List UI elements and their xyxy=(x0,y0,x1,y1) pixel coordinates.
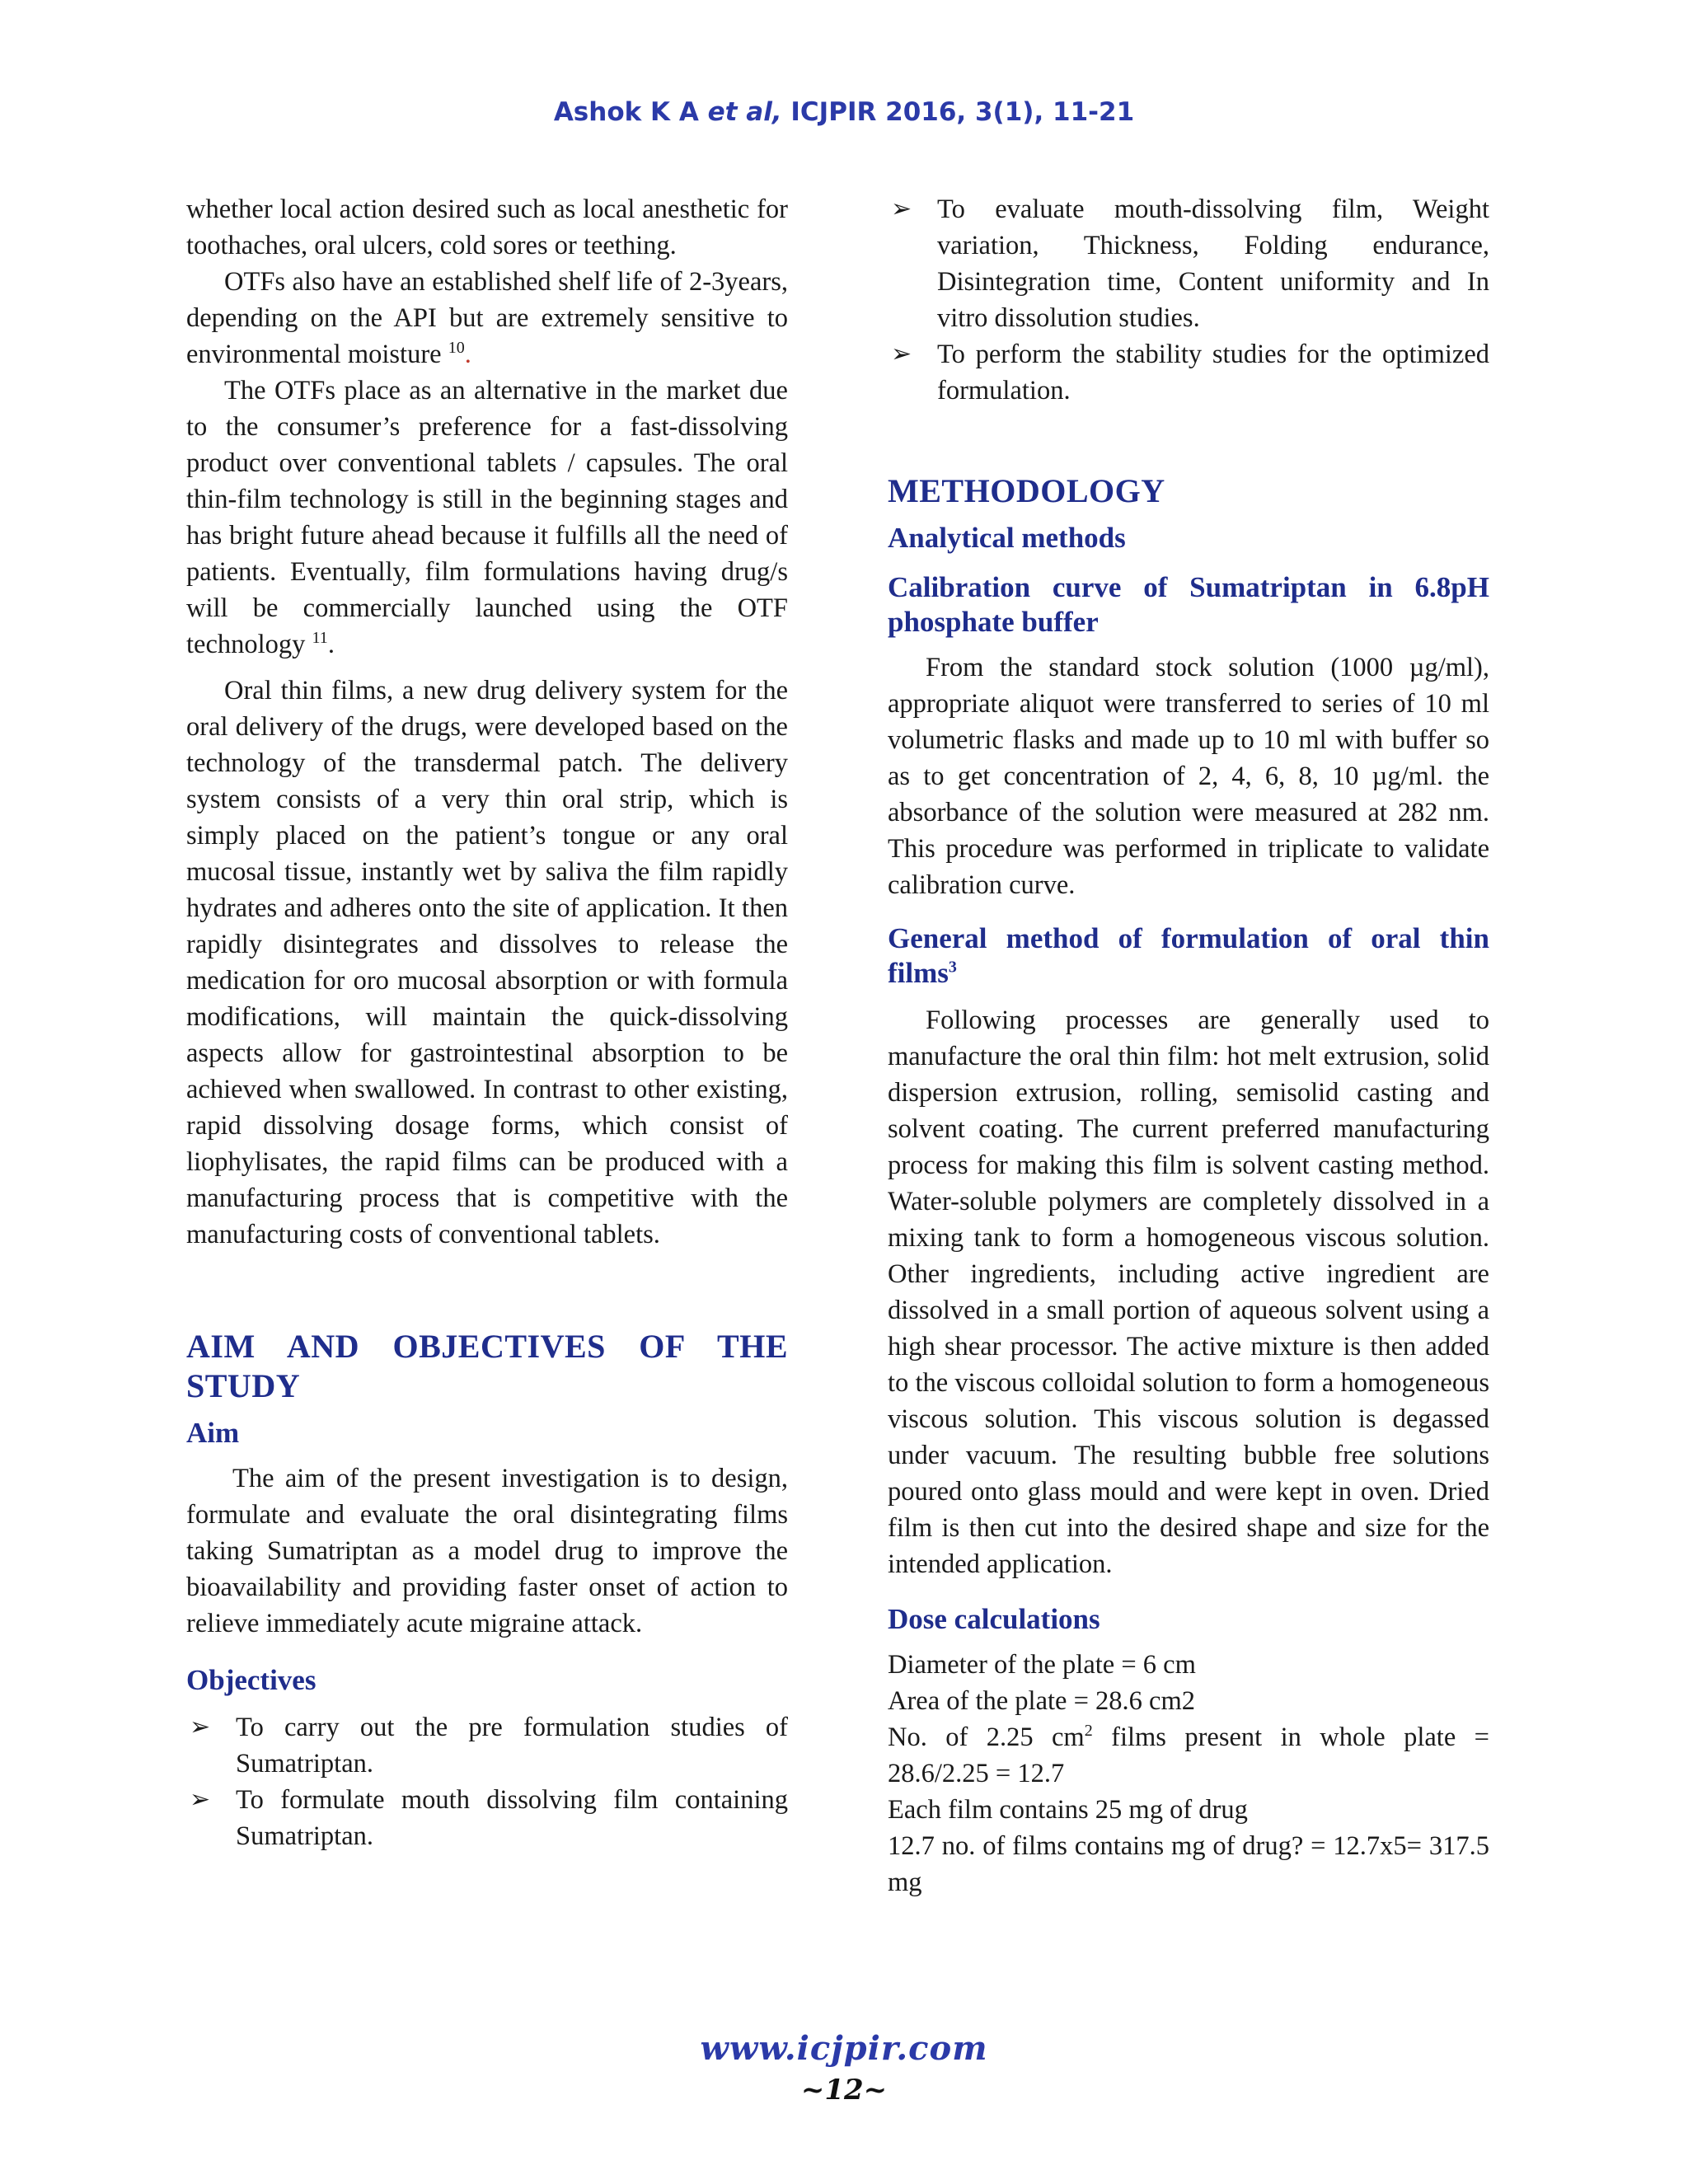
paragraph-shelf-life-text: OTFs also have an established shelf life of 2-3years, depending on the API but are extremely sensitive to environmental moisture xyxy=(186,267,788,369)
header-authors: Ashok K A xyxy=(553,97,708,127)
superscript: 2 xyxy=(1084,1722,1093,1741)
dose-line xyxy=(888,1719,1489,1792)
arrow-bullet-icon: ➢ xyxy=(190,1713,211,1741)
paragraph-aim: The aim of the present investigation is to design, formulate and evaluate the oral disintegrating films taking Sumatriptan as a model drug to improve the bioavailability and providing faster onset of action to relieve immediately acute migraine attack. xyxy=(186,1464,788,1638)
paragraph-continuation: whether local action desired such as local anesthetic for toothaches, oral ulcers, cold sores or teething. xyxy=(186,194,788,260)
header-etal: et al, xyxy=(707,97,782,127)
subheading-objectives: Objectives xyxy=(186,1664,316,1696)
paragraph-shelf-life-end: . xyxy=(464,340,471,369)
header-citation: ICJPIR 2016, 3(1), 11-21 xyxy=(781,97,1135,127)
page-number: ~12~ xyxy=(800,2074,888,2107)
reference-3[interactable]: 3 xyxy=(948,958,957,977)
dose-line: Diameter of the plate = 6 cm xyxy=(888,1650,1196,1680)
left-column xyxy=(186,191,788,1854)
paragraph-market xyxy=(186,373,788,663)
dose-line: Each film contains 25 mg of drug xyxy=(888,1795,1248,1825)
paragraph-shelf-life xyxy=(186,264,788,373)
subheading-calibration-curve: Calibration curve of Sumatriptan in 6.8pH phosphate buffer xyxy=(888,571,1489,638)
list-item xyxy=(888,336,1489,409)
reference-11[interactable]: 11 xyxy=(312,629,328,648)
dose-line-text: No. of 2.25 cm xyxy=(888,1722,1085,1752)
dose-line-text: films present in whole plate = 28.6/2.25 = 12.7 xyxy=(888,1722,1489,1788)
list-item xyxy=(888,191,1489,336)
dose-calculations xyxy=(888,1647,1489,1900)
section-heading-methodology: METHODOLOGY xyxy=(888,472,1165,509)
list-item xyxy=(186,1709,788,1782)
subheading-general-method-text: General method of formulation of oral thin films xyxy=(888,922,1489,989)
paragraph-general-method: Following processes are generally used to manufacture the oral thin film: hot melt extrusion, solid dispersion extrusion, rolling, semisolid casting and solvent coating. The current preferred manufacturing process for making this film is solvent casting method. Water-soluble polymers are completely dissolved in a mixing tank to form a homogeneous viscous solution. Other ingredients, including active ingredient are dissolved in a small portion of aqueous solvent using a high shear processor. The active mixture is then added to the viscous colloidal solution to form a homogeneous viscous solution. This viscous solution is degassed under vacuum. The resulting bubble free solutions poured onto glass mould and were kept in oven. Dried film is then cut into the desired shape and size for the intended application. xyxy=(888,1005,1489,1579)
reference-10[interactable]: 10 xyxy=(448,339,465,358)
list-item xyxy=(186,1782,788,1854)
paragraph-market-end: . xyxy=(327,630,335,659)
dose-line: 12.7 no. of films contains mg of drug? = 12.7x5= 317.5 mg xyxy=(888,1831,1489,1897)
footer-url[interactable]: www.icjpir.com xyxy=(700,2029,988,2068)
arrow-bullet-icon: ➢ xyxy=(190,1785,211,1814)
objective-text: To formulate mouth dissolving film containing Sumatriptan. xyxy=(236,1785,788,1851)
paragraph-market-text: The OTFs place as an alternative in the market due to the consumer’s preference for a fast-dissolving product over conventional tablets / capsules. The oral thin-film technology is still in the beginning stages and has bright future ahead because it fulfills all the need of patients. Eventually, film formulations having drug/s will be commercially launched using the OTF technology xyxy=(186,376,788,659)
section-heading-aim-objectives: AIM AND OBJECTIVES OF THE STUDY xyxy=(186,1328,788,1404)
objectives-list-left xyxy=(186,1709,788,1854)
subheading-dose-calculations: Dose calculations xyxy=(888,1603,1100,1635)
subheading-analytical-methods: Analytical methods xyxy=(888,522,1126,554)
right-column xyxy=(888,191,1489,1900)
dose-line: Area of the plate = 28.6 cm2 xyxy=(888,1686,1195,1716)
running-header xyxy=(0,97,1688,127)
paragraph-calibration: From the standard stock solution (1000 µg/ml), appropriate aliquot were transferred to series of 10 ml volumetric flasks and made up to 10 ml with buffer so as to get concentration of 2, 4, 6, 8, 10 µg/ml. the absorbance of the solution were measured at 282 nm. This procedure was performed in triplicate to validate calibration curve. xyxy=(888,653,1489,900)
objective-text: To evaluate mouth-dissolving film, Weight variation, Thickness, Folding endurance, Disintegration time, Content uniformity and In vitro dissolution studies. xyxy=(937,194,1489,333)
objective-text: To perform the stability studies for the optimized formulation. xyxy=(937,340,1489,405)
subheading-general-method xyxy=(888,921,1489,991)
paragraph-oral-thin-films: Oral thin films, a new drug delivery system for the oral delivery of the drugs, were developed based on the technology of the transdermal patch. The delivery system consists of a very thin oral strip, which is simply placed on the patient’s tongue or any oral mucosal tissue, instantly wet by saliva the film rapidly hydrates and adheres onto the site of application. It then rapidly disintegrates and dissolves to release the medication for oro mucosal absorption or with formula modifications, will maintain the quick-dissolving aspects allow for gastrointestinal absorption to be achieved when swallowed. In contrast to other existing, rapid dissolving dosage forms, which consist of liophylisates, the rapid films can be produced with a manufacturing process that is competitive with the manufacturing costs of conventional tablets. xyxy=(186,676,788,1249)
objectives-list-right xyxy=(888,191,1489,409)
arrow-bullet-icon: ➢ xyxy=(891,340,912,368)
objective-text: To carry out the pre formulation studies of Sumatriptan. xyxy=(236,1713,788,1779)
subheading-aim: Aim xyxy=(186,1417,240,1449)
arrow-bullet-icon: ➢ xyxy=(891,194,912,223)
